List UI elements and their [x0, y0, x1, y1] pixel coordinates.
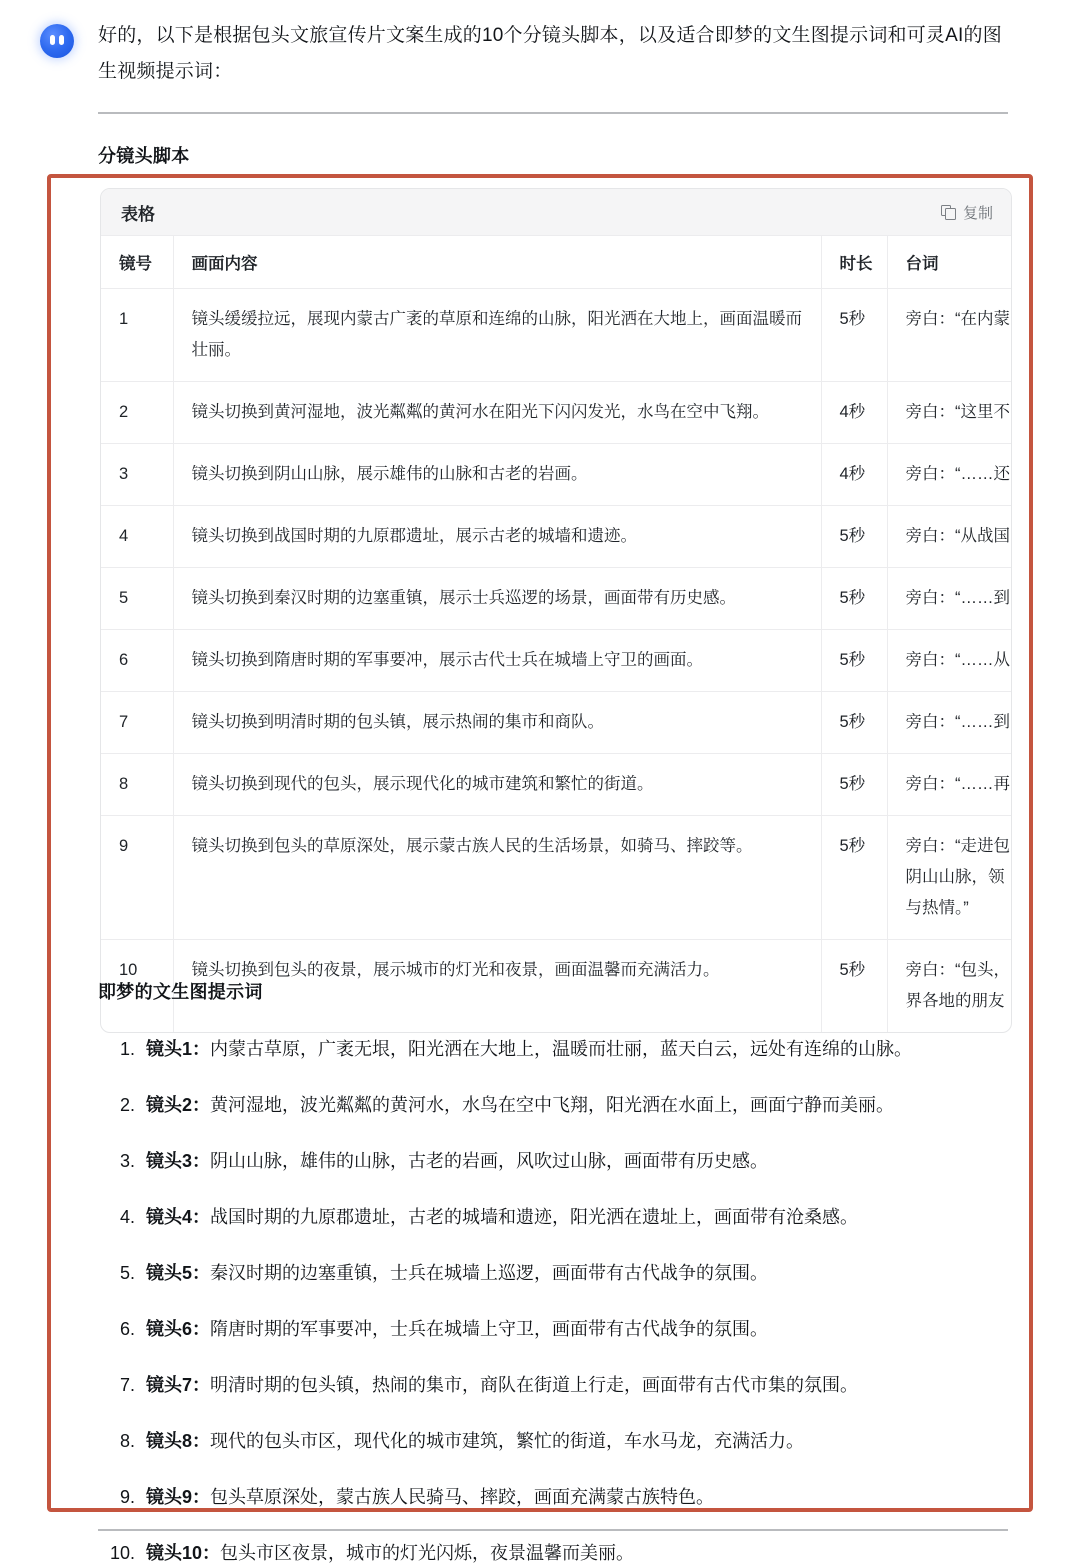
top-divider	[98, 112, 1008, 114]
prompt-item-label: 镜头5：	[146, 1263, 211, 1283]
prompt-item-label: 镜头6：	[146, 1319, 211, 1339]
prompt-section	[98, 978, 1018, 1568]
prompt-item-text: 秦汉时期的边塞重镇，士兵在城墙上巡逻，画面带有古代战争的氛围。	[210, 1263, 769, 1283]
copy-button[interactable]	[941, 202, 993, 223]
cell-visual-content: 镜头切换到包头的夜景，展示城市的灯光和夜景，画面温馨而充满活力。	[173, 940, 821, 1033]
prompt-item-text: 包头草原深处，蒙古族人民骑马、摔跤，画面充满蒙古族特色。	[210, 1487, 715, 1507]
cell-shot-number: 2	[101, 382, 173, 444]
cell-visual-content: 镜头切换到包头的草原深处，展示蒙古族人民的生活场景，如骑马、摔跤等。	[173, 816, 821, 940]
cell-shot-number: 9	[101, 816, 173, 940]
table-card-header	[101, 189, 1011, 236]
prompt-list-item	[140, 1426, 1018, 1456]
cell-shot-number: 7	[101, 692, 173, 754]
cell-visual-content: 镜头切换到隋唐时期的军事要冲，展示古代士兵在城墙上守卫的画面。	[173, 630, 821, 692]
cell-dialogue: 旁白：“……到	[887, 568, 1012, 630]
cell-shot-number: 3	[101, 444, 173, 506]
cell-dialogue: 旁白：“……到	[887, 692, 1012, 754]
cell-duration: 5秒	[821, 506, 887, 568]
prompt-list-item	[140, 1538, 1018, 1568]
table-row	[101, 506, 1012, 568]
cell-duration: 4秒	[821, 382, 887, 444]
copy-button-label: 复制	[962, 204, 993, 222]
column-header-shot-number: 镜号	[101, 236, 173, 289]
prompt-item-label: 镜头9：	[146, 1487, 211, 1507]
table-card-title: 表格	[121, 204, 155, 224]
prompt-item-text: 现代的包头市区，现代化的城市建筑，繁忙的街道，车水马龙，充满活力。	[210, 1431, 805, 1451]
prompt-item-label: 镜头3：	[146, 1151, 211, 1171]
prompt-list-item	[140, 1202, 1018, 1232]
cell-duration: 5秒	[821, 816, 887, 940]
prompt-item-label: 镜头8：	[146, 1431, 211, 1451]
cell-shot-number: 10	[101, 940, 173, 1033]
cell-shot-number: 5	[101, 568, 173, 630]
cell-dialogue: 旁白：“……还	[887, 444, 1012, 506]
table-row	[101, 568, 1012, 630]
cell-dialogue: 旁白：“在内蒙	[887, 289, 1012, 382]
cell-visual-content: 镜头切换到战国时期的九原郡遗址，展示古老的城墙和遗迹。	[173, 506, 821, 568]
prompt-item-text: 隋唐时期的军事要冲，士兵在城墙上守卫，画面带有古代战争的氛围。	[210, 1319, 769, 1339]
column-header-duration: 时长	[821, 236, 887, 289]
assistant-message-text: 好的，以下是根据包头文旅宣传片文案生成的10个分镜头脚本，以及适合即梦的文生图提示词和可灵AI的图生视频提示词：	[98, 25, 1002, 82]
cell-dialogue: 旁白：“包头， 界各地的朋友	[905, 961, 1010, 1010]
assistant-message	[0, 0, 1080, 90]
table-row	[101, 289, 1012, 382]
cell-visual-content: 镜头切换到明清时期的包头镇，展示热闹的集市和商队。	[173, 692, 821, 754]
cell-duration: 5秒	[821, 568, 887, 630]
cell-dialogue: 旁白：“走进包 阴山山脉，领 与热情。”	[887, 816, 1012, 940]
assistant-avatar-icon	[40, 24, 74, 58]
prompt-item-text: 黄河湿地，波光粼粼的黄河水，水鸟在空中飞翔，阳光洒在水面上，画面宁静而美丽。	[210, 1095, 895, 1115]
cell-duration: 5秒	[821, 289, 887, 382]
cell-duration: 4秒	[821, 444, 887, 506]
prompt-list	[98, 1034, 1018, 1568]
cell-visual-content: 镜头切换到阴山山脉，展示雄伟的山脉和古老的岩画。	[173, 444, 821, 506]
table-row	[101, 692, 1012, 754]
prompt-list-item	[140, 1370, 1018, 1400]
storyboard-section-heading: 分镜头脚本	[98, 146, 190, 166]
prompt-list-item	[140, 1258, 1018, 1288]
prompt-list-item	[140, 1146, 1018, 1176]
table-row	[101, 382, 1012, 444]
cell-shot-number: 1	[101, 289, 173, 382]
cell-visual-content: 镜头缓缓拉远，展现内蒙古广袤的草原和连绵的山脉，阳光洒在大地上，画面温暖而壮丽。	[173, 289, 821, 382]
cell-shot-number: 4	[101, 506, 173, 568]
prompt-item-label: 镜头2：	[146, 1095, 211, 1115]
cell-duration: 5秒	[821, 630, 887, 692]
prompt-section-heading: 即梦的文生图提示词	[98, 982, 263, 1002]
cell-dialogue: 旁白：“这里不	[887, 382, 1012, 444]
prompt-list-item	[140, 1090, 1018, 1120]
storyboard-table	[101, 236, 1012, 1032]
cell-dialogue: 旁白：“……从	[887, 630, 1012, 692]
cell-dialogue: 旁白：“从战国	[887, 506, 1012, 568]
prompt-list-item	[140, 1034, 1018, 1064]
cell-duration: 5秒	[821, 754, 887, 816]
prompt-list-item	[140, 1314, 1018, 1344]
prompt-item-text: 内蒙古草原，广袤无垠，阳光洒在大地上，温暖而壮丽，蓝天白云，远处有连绵的山脉。	[210, 1039, 913, 1059]
table-row	[101, 630, 1012, 692]
prompt-item-text: 阴山山脉，雄伟的山脉，古老的岩画，风吹过山脉，画面带有历史感。	[210, 1151, 769, 1171]
cell-duration: 5秒	[821, 692, 887, 754]
prompt-item-text: 战国时期的九原郡遗址，古老的城墙和遗迹，阳光洒在遗址上，画面带有沧桑感。	[210, 1207, 859, 1227]
storyboard-table-card	[100, 188, 1012, 1033]
bottom-divider	[98, 1529, 1008, 1531]
prompt-item-text: 明清时期的包头镇，热闹的集市，商队在街道上行走，画面带有古代市集的氛围。	[210, 1375, 859, 1395]
prompt-item-label: 镜头7：	[146, 1375, 211, 1395]
cell-shot-number: 6	[101, 630, 173, 692]
table-header-row	[101, 236, 1012, 289]
prompt-item-label: 镜头10：	[146, 1543, 221, 1563]
cell-visual-content: 镜头切换到现代的包头，展示现代化的城市建筑和繁忙的街道。	[173, 754, 821, 816]
cell-duration: 5秒	[821, 940, 887, 1033]
table-row	[101, 816, 1012, 940]
cell-visual-content: 镜头切换到黄河湿地，波光粼粼的黄河水在阳光下闪闪发光，水鸟在空中飞翔。	[173, 382, 821, 444]
cell-visual-content: 镜头切换到秦汉时期的边塞重镇，展示士兵巡逻的场景，画面带有历史感。	[173, 568, 821, 630]
cell-dialogue: 旁白：“……再	[887, 754, 1012, 816]
copy-icon	[941, 205, 956, 220]
cell-shot-number: 8	[101, 754, 173, 816]
prompt-item-text: 包头市区夜景，城市的灯光闪烁，夜景温馨而美丽。	[220, 1543, 635, 1563]
column-header-dialogue: 台词	[887, 236, 1012, 289]
prompt-list-item	[140, 1482, 1018, 1512]
column-header-visual-content: 画面内容	[173, 236, 821, 289]
prompt-item-label: 镜头1：	[146, 1039, 211, 1059]
prompt-item-label: 镜头4：	[146, 1207, 211, 1227]
table-row	[101, 444, 1012, 506]
table-row	[101, 754, 1012, 816]
